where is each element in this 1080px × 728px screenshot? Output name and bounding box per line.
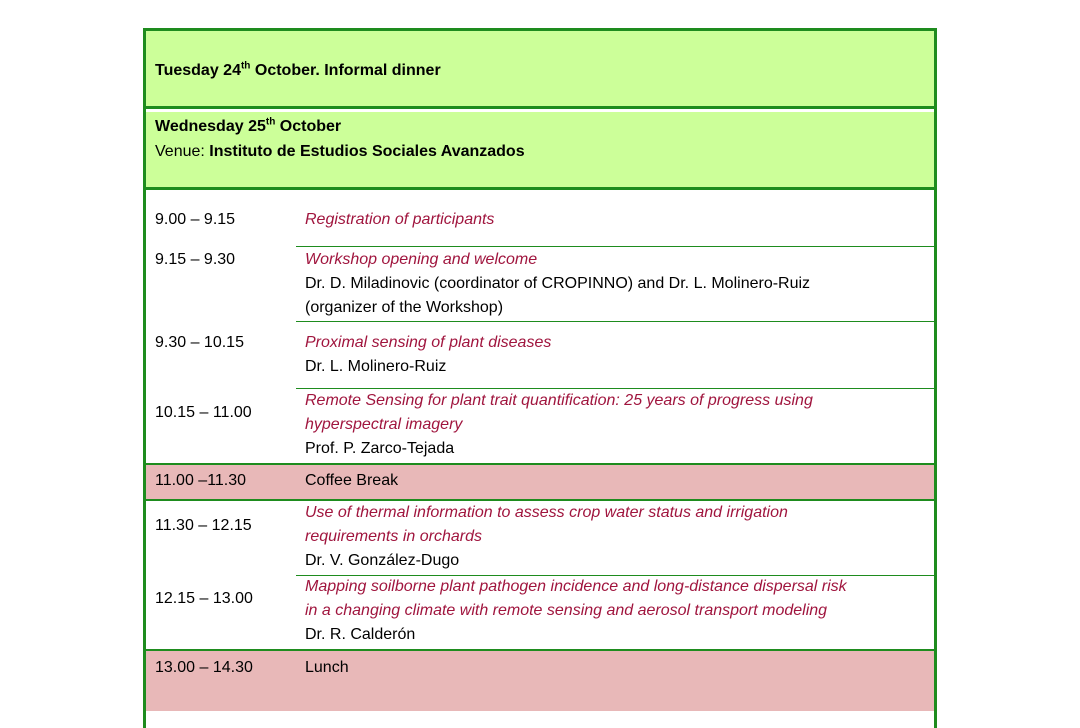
session-time: 9.15 – 9.30 xyxy=(155,251,236,268)
session-title: Mapping soilborne plant pathogen incidence and long-distance dispersal risk xyxy=(305,578,847,595)
break-time: 11.00 –11.30 xyxy=(155,472,247,489)
day-header-tuesday: Tuesday 24th October. Informal dinner xyxy=(146,31,934,109)
session-title: Remote Sensing for plant trait quantification: 25 years of progress using xyxy=(305,392,813,409)
session-speaker: Dr. R. Calderón xyxy=(305,626,416,643)
session-time: 11.30 – 12.15 xyxy=(155,517,252,534)
session-time: 12.15 – 13.00 xyxy=(155,590,253,607)
session-title-cont: in a changing climate with remote sensing and aerosol transport modeling xyxy=(305,602,828,619)
break-row-coffee xyxy=(146,465,934,499)
session-row xyxy=(146,501,934,575)
session-speaker: Prof. P. Zarco-Tejada xyxy=(305,440,455,457)
break-row-lunch xyxy=(146,651,934,711)
session-speaker: Dr. V. González-Dugo xyxy=(305,552,460,569)
programme-table xyxy=(143,28,937,728)
session-row xyxy=(146,576,934,649)
session-title: Use of thermal information to assess crop water status and irrigation xyxy=(305,504,788,521)
session-speaker: Dr. D. Miladinovic (coordinator of CROPINNO) and Dr. L. Molinero-Ruiz xyxy=(305,275,811,292)
session-row xyxy=(146,247,934,321)
day-header-wednesday: Wednesday 25th October Venue: Instituto de Estudios Sociales Avanzados xyxy=(146,112,934,190)
session-title: Proximal sensing of plant diseases xyxy=(305,334,552,351)
session-time: 9.00 – 9.15 xyxy=(155,211,236,228)
session-title: Workshop opening and welcome xyxy=(305,251,538,268)
session-row xyxy=(146,389,934,463)
session-row xyxy=(146,193,934,246)
session-title-cont: requirements in orchards xyxy=(305,528,482,545)
session-title-cont: hyperspectral imagery xyxy=(305,416,463,433)
session-time: 9.30 – 10.15 xyxy=(155,334,244,351)
session-speaker-note: (organizer of the Workshop) xyxy=(305,299,504,316)
session-time: 10.15 – 11.00 xyxy=(155,404,252,421)
session-title: Registration of participants xyxy=(305,211,495,228)
break-label: Lunch xyxy=(305,659,349,676)
break-label: Coffee Break xyxy=(305,472,399,489)
break-time: 13.00 – 14.30 xyxy=(155,659,253,676)
venue-line: Venue: Instituto de Estudios Sociales Avanzados xyxy=(155,143,525,160)
session-row xyxy=(146,322,934,388)
session-speaker: Dr. L. Molinero-Ruiz xyxy=(305,358,447,375)
